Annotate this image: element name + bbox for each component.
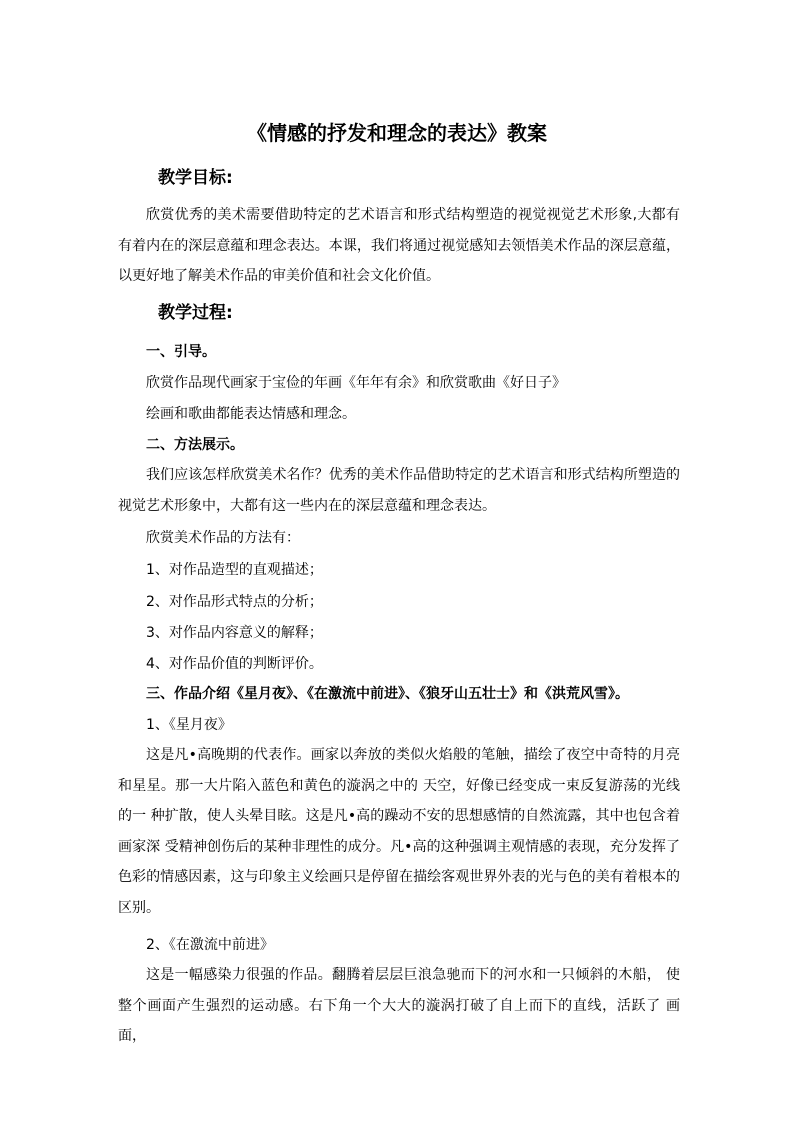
work-1-title: 1、《星月夜》 <box>146 717 232 733</box>
process-heading: 教学过程: <box>158 303 233 323</box>
section-1-heading: 一、引导。 <box>146 344 216 360</box>
objectives-paragraph: 欣赏优秀的美术需要借助特定的艺术语言和形式结构塑造的视觉视觉艺术形象,大都有有着内在的深层意蕴和理念表达。本课，我们将通过视觉感知去领悟美术作品的深层意蕴，以更好地了解美术作品的审美价值和社会文化价值。 <box>118 207 680 284</box>
section-1-line-1: 欣赏作品现代画家于宝俭的年画《年年有余》和欣赏歌曲《好日子》 <box>146 375 566 391</box>
work-2-title: 2、《在激流中前进》 <box>146 937 274 953</box>
work-2-paragraph: 这是一幅感染力很强的作品。翻腾着层层巨浪急驰而下的河水和一只倾斜的木船， 使整个画面产生强烈的运动感。右下角一个大大的漩涡打破了自上而下的直线，活跃了 画面， <box>118 967 680 1044</box>
method-item: 1、对作品造型的直观描述； <box>146 562 323 578</box>
methods-intro: 欣赏美术作品的方法有： <box>146 530 300 546</box>
method-item: 4、对作品价值的判断评价。 <box>146 656 323 672</box>
document-title: 《情感的抒发和理念的表达》教案 <box>247 121 547 145</box>
section-1-line-2: 绘画和歌曲都能表达情感和理念。 <box>146 406 356 422</box>
section-3-heading: 三、作品介绍《星月夜》、《在激流中前进》、《狼牙山五壮士》和《洪荒风雪》。 <box>146 686 629 702</box>
objectives-heading: 教学目标: <box>158 168 233 188</box>
work-1-paragraph: 这是凡•高晚期的代表作。画家以奔放的类似火焰般的笔触，描绘了夜空中奇特的月亮和星星。那一大片陷入蓝色和黄色的漩涡之中的 天空，好像已经变成一束反复游荡的光线的一 种扩散，使人头晕目眩。这是凡•高的躁动不安的思想感情的自然流露，其中也包含着画家深 受精神创伤后的某种非理性的成分。凡•高的这种强调主观情感的表现，充分发挥了色彩的情感因素，这与印象主义绘画只是停留在描绘客观世界外表的光与色的美有着根本的区别。 <box>118 747 680 916</box>
method-item: 3、对作品内容意义的解释； <box>146 625 323 641</box>
section-2-heading: 二、方法展示。 <box>146 437 244 453</box>
method-item: 2、对作品形式特点的分析； <box>146 594 323 610</box>
section-2-paragraph: 我们应该怎样欣赏美术名作？优秀的美术作品借助特定的艺术语言和形式结构所塑造的视觉艺术形象中，大都有这一些内在的深层意蕴和理念表达。 <box>118 467 680 514</box>
